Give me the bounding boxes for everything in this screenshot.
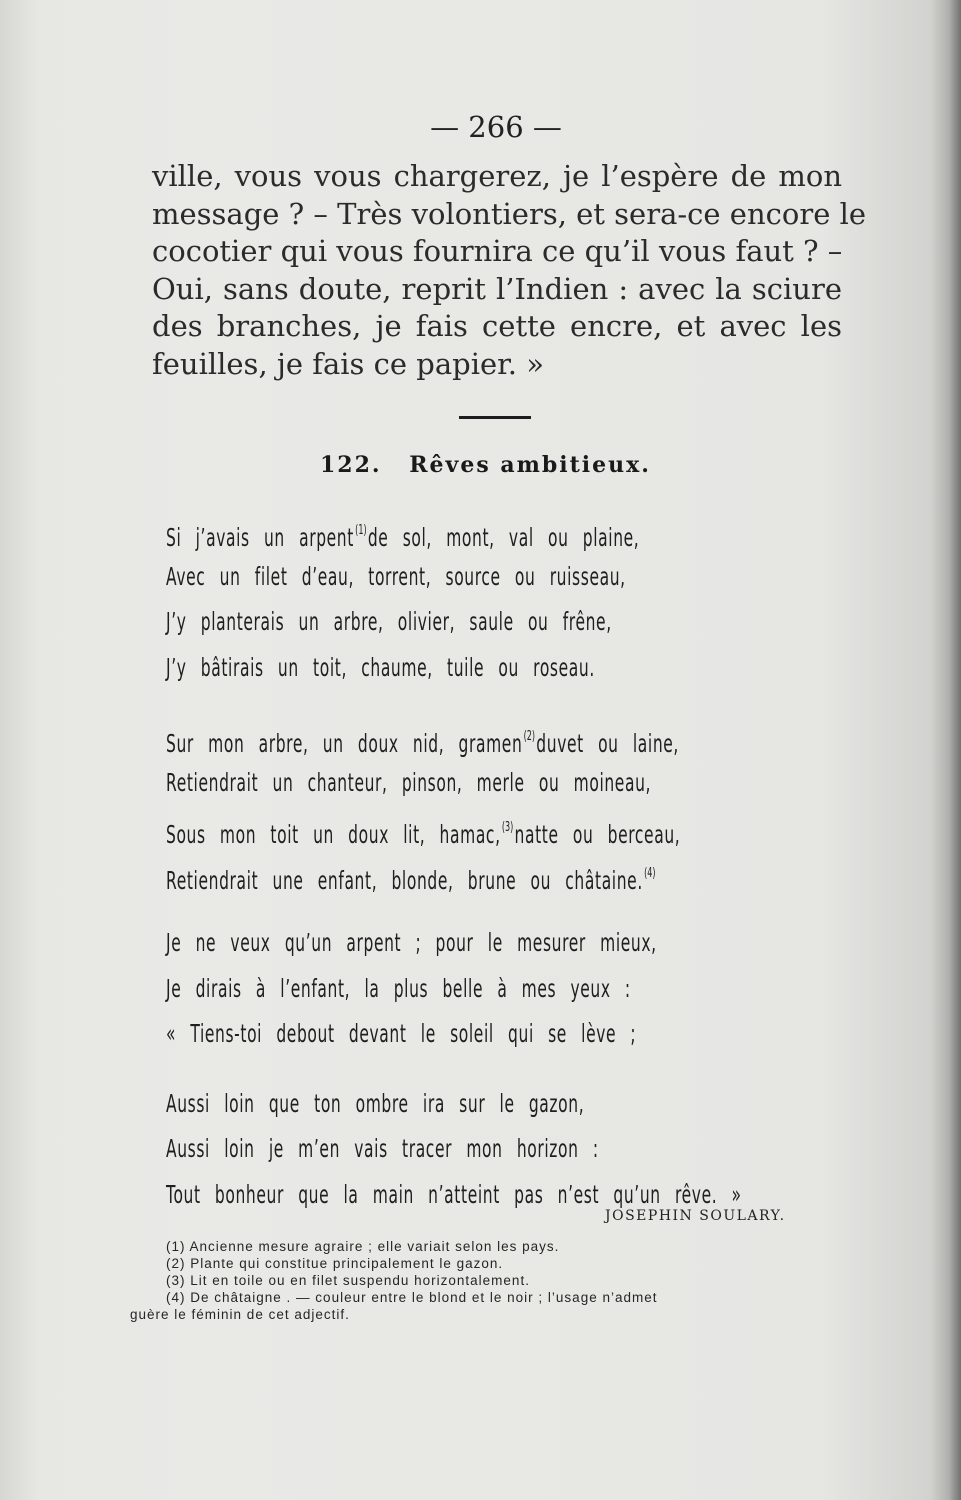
page-number: — 266 —: [430, 110, 562, 144]
footnote: (4) De châtaigne . — couleur entre le blond et le noir ; l’usage n’admet: [166, 1290, 658, 1305]
section-divider: [459, 416, 531, 419]
prose-line: message ? – Très volontiers, et sera-ce encore le: [152, 196, 867, 231]
footnote-ref: (1): [355, 523, 367, 538]
poem-verse: Je dirais à l’enfant, la plus belle à mes yeux :: [166, 973, 631, 1003]
poem-verse: Je ne veux qu’un arpent ; pour le mesurer mieux,: [166, 928, 657, 957]
section-number: 122.: [320, 452, 382, 478]
prose-line: Oui, sans doute, reprit l’Indien : avec la sciure: [152, 271, 842, 306]
footnotes: [130, 1238, 830, 1323]
poem-verse: Sous mon toit un doux lit, hamac,$^{(3)}$natte ou berceau,: [166, 820, 681, 849]
footnote-ref: (4): [644, 865, 656, 881]
poem-verse: « Tiens-toi debout devant le soleil qui se lève ;: [166, 1019, 637, 1048]
prose-line: des branches, je fais cette encre, et avec les: [152, 309, 842, 343]
prose-line: feuilles, je fais ce papier. »: [152, 346, 544, 381]
poem-verse: Retiendrait une enfant, blonde, brune ou châtaine.$^{(4)}$: [166, 865, 656, 895]
poem: [166, 508, 806, 1241]
footnote-ref: (2): [523, 729, 536, 744]
poem-verse: Aussi loin je m’en vais tracer mon horizon :: [166, 1134, 599, 1163]
section-title: Rêves ambitieux.: [409, 452, 651, 478]
poem-verse: Tout bonheur que la main n’atteint pas n’est qu’un rêve. »: [166, 1179, 742, 1209]
poem-verse: J’y bâtirais un toit, chaume, tuile ou roseau.: [166, 652, 595, 682]
poem-stanza: [166, 920, 806, 1057]
footnote: (1) Ancienne mesure agraire ; elle variait selon les pays.: [166, 1239, 560, 1254]
poem-verse: Retiendrait un chanteur, pinson, merle ou moineau,: [166, 767, 652, 797]
poem-verse: J’y planterais un arbre, olivier, saule ou frêne,: [166, 607, 612, 636]
prose-paragraph: [152, 158, 867, 383]
section-heading: [320, 452, 651, 478]
poem-stanza: [166, 508, 806, 690]
footnote-ref: (3): [501, 820, 514, 835]
prose-line: cocotier qui vous fournira ce qu’il vous faut ? –: [152, 234, 843, 268]
poem-stanza: [166, 1081, 806, 1218]
poem-verse: Avec un filet d’eau, torrent, source ou ruisseau,: [166, 561, 626, 591]
page-edge-shadow: [949, 0, 961, 1500]
prose-line: ville, vous vous chargerez, je l’espère de mon: [152, 159, 842, 193]
footnote: (3) Lit en toile ou en filet suspendu horizontalement.: [166, 1273, 530, 1288]
poem-stanza: [166, 714, 806, 896]
poem-verse: Aussi loin que ton ombre ira sur le gazon,: [166, 1088, 585, 1118]
poem-author: JOSEPHIN SOULARY.: [605, 1208, 786, 1224]
footnote: (2) Plante qui constitue principalement le gazon.: [166, 1256, 504, 1271]
poem-verse: Sur mon arbre, un doux nid, gramen$^{(2)}$duvet ou laine,: [166, 729, 679, 758]
footnote-continuation: guère le féminin de cet adjectif.: [130, 1307, 350, 1322]
poem-verse: Si j’avais un arpent$^{(1)}$de sol, mont, val ou plaine,: [166, 523, 640, 552]
